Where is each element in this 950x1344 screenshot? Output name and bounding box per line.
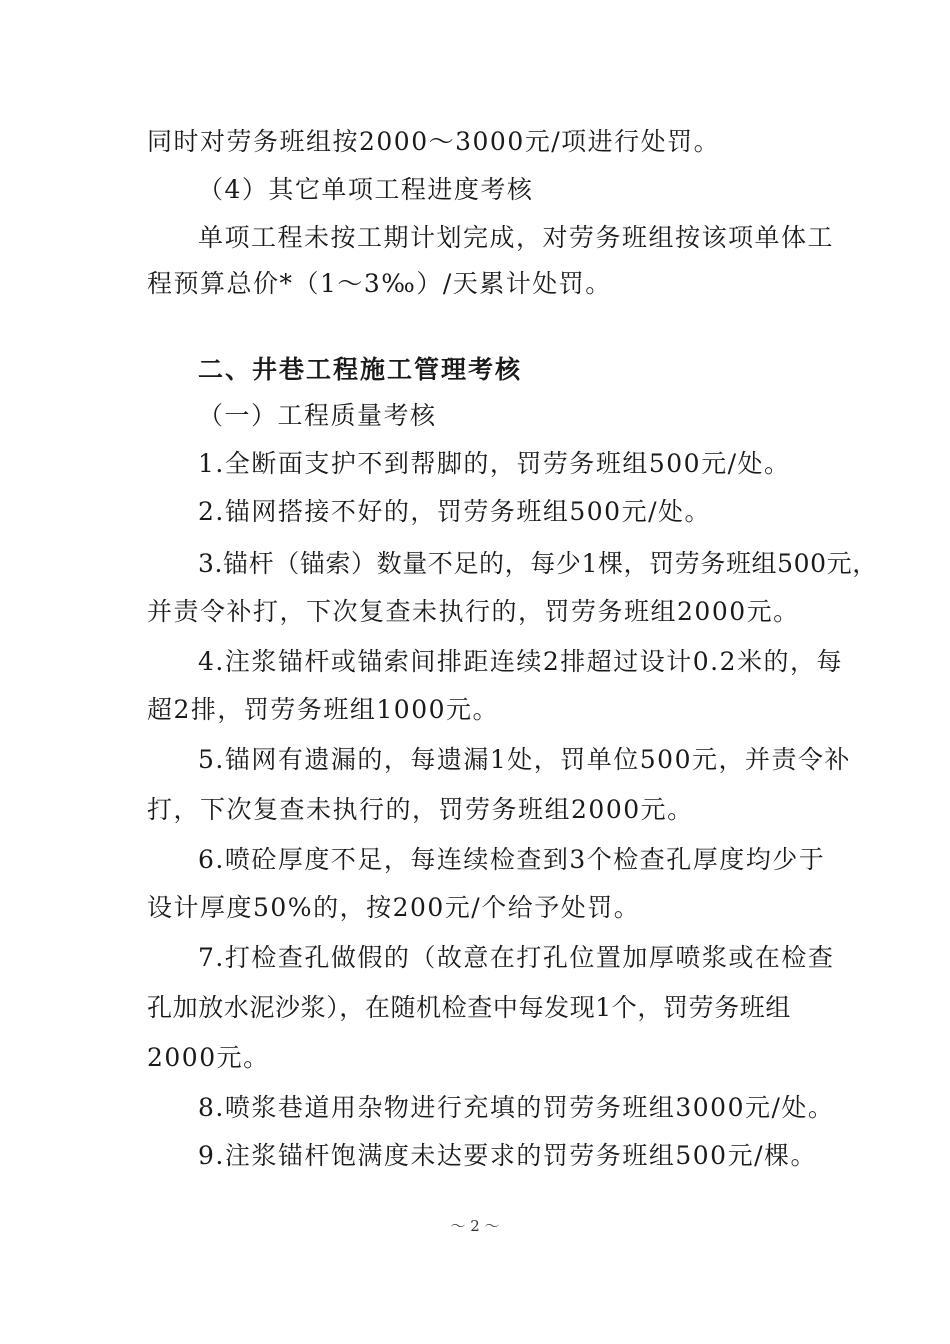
text-line: 打，下次复查未执行的，罚劳务班组2000元。: [147, 795, 694, 824]
text-line: 孔加放水泥沙浆），在随机检查中每发现1个，罚劳务班组: [147, 993, 792, 1022]
list-item: 1.全断面支护不到帮脚的，罚劳务班组500元/处。: [198, 449, 791, 478]
list-item: 6.喷砼厚度不足，每连续检查到3个检查孔厚度均少于: [198, 845, 826, 874]
list-item: 2.锚网搭接不好的，罚劳务班组500元/处。: [198, 497, 711, 526]
text-line: 超2排，罚劳务班组1000元。: [147, 695, 500, 724]
list-item: 5.锚网有遗漏的，每遗漏1处，罚单位500元，并责令补: [198, 745, 851, 774]
text-line: 程预算总价*（1～3‰）/天累计处罚。: [147, 269, 612, 298]
page-number: ～ 2 ～: [450, 1217, 500, 1235]
text-line: 设计厚度50%的，按200元/个给予处罚。: [147, 893, 641, 922]
text-line: 2000元。: [147, 1043, 270, 1072]
section-heading: 二、井巷工程施工管理考核: [198, 355, 523, 384]
list-item: 4.注浆锚杆或锚索间排距连续2排超过设计0.2米的，每: [198, 647, 844, 676]
list-item: 8.喷浆巷道用杂物进行充填的罚劳务班组3000元/处。: [198, 1093, 835, 1122]
text-line: 单项工程未按工期计划完成，对劳务班组按该项单体工: [198, 223, 835, 252]
text-line: 并责令补打，下次复查未执行的，罚劳务班组2000元。: [147, 597, 800, 626]
text-line: 同时对劳务班组按2000～3000元/项进行处罚。: [147, 127, 721, 156]
list-item: 9.注浆锚杆饱满度未达要求的罚劳务班组500元/棵。: [198, 1141, 817, 1170]
subsection-title: （4）其它单项工程进度考核: [198, 175, 534, 204]
list-item: 3.锚杆（锚索）数量不足的，每少1棵，罚劳务班组500元，: [198, 549, 878, 578]
subsection-title: （一）工程质量考核: [198, 401, 437, 430]
list-item: 7.打检查孔做假的（故意在打孔位置加厚喷浆或在检查: [198, 943, 835, 972]
